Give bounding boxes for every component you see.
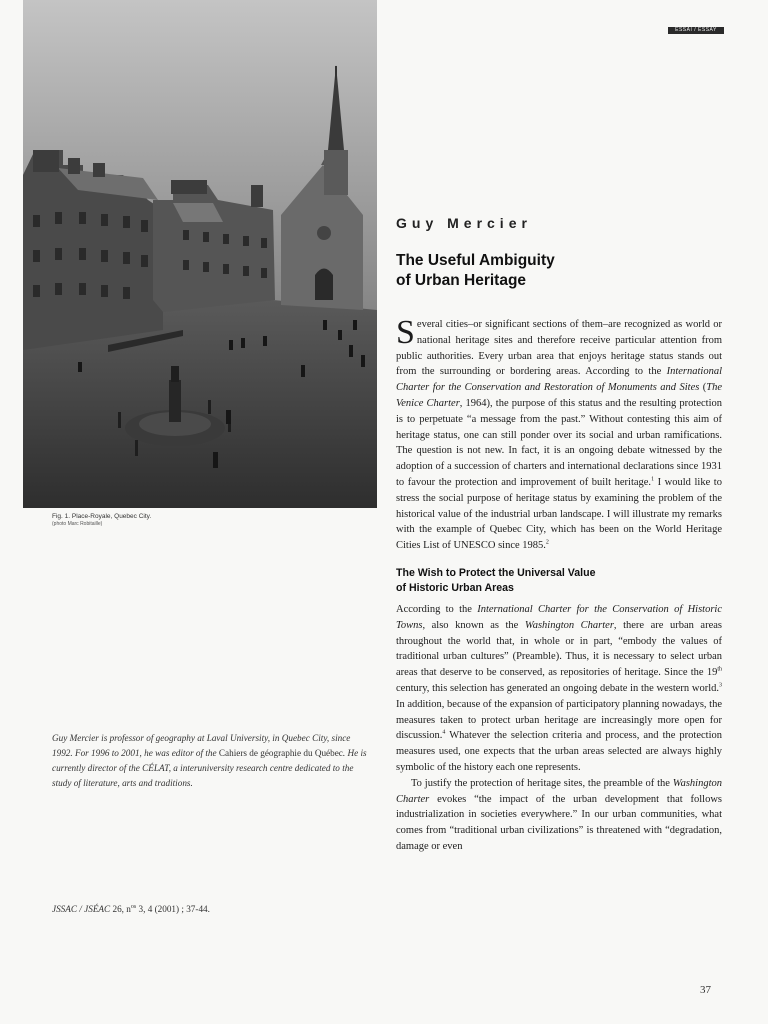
author-bio	[52, 731, 370, 791]
bio-journal: Cahiers de géographie du Québec	[218, 748, 343, 758]
p2-text-1: According to the	[396, 603, 478, 615]
footnote-ref-4: 4	[442, 729, 446, 736]
article-title	[396, 251, 726, 291]
footnote-ref-1: 1	[651, 476, 655, 483]
p2-italic-1: International Charter for the Conservation of Historic Towns	[396, 603, 722, 631]
photo-credit: (photo Marc Robitaille)	[52, 521, 103, 527]
citation-details: 26, n	[110, 904, 131, 914]
p3-italic-1: Washington Charter	[396, 777, 722, 805]
p1-italic-2: The Venice Charter	[396, 382, 723, 409]
p2-text-4: century, this selection has generated an ongoing debate in the western world.	[396, 682, 719, 694]
figure-caption	[52, 512, 352, 528]
section-heading-line-2: of Historic Urban Areas	[396, 581, 514, 594]
p1-text-3: , 1964), the purpose of this status and the resulting protection is to perpetuate “a message from the past.” Without contesting this aim of heritage status, one can still ponder over its social and urban ramifications. The question is not new. In fact, it is an ongoing debate witnessed by the adoption of a succession of charters and international declarations since 1931 to favour the protection and improvement of built heritage.	[396, 397, 722, 488]
section-badge: ESSAI / ESSAY	[668, 27, 724, 34]
drop-cap: S	[396, 314, 415, 351]
p2-text-3: , there are urban areas throughout the world that, in whole or in part, “embody the values of traditional urban cultures” (Preamble). Thus, it is necessary to select urban areas that deserve to be conserved, as repositories of heritage. Since the 19	[396, 619, 723, 679]
citation-rest: 3, 4 (2001) ; 37-44.	[136, 904, 210, 914]
journal-citation	[52, 903, 352, 916]
author-name: Guy Mercier	[396, 215, 532, 231]
article-body	[396, 314, 723, 855]
section-heading-line-1: The Wish to Protect the Universal Value	[396, 566, 596, 579]
p2-ordinal: th	[717, 666, 722, 673]
title-line-1: The Useful Ambiguity	[396, 252, 555, 269]
footnote-ref-3: 3	[719, 682, 722, 689]
title-line-2: of Urban Heritage	[396, 272, 527, 289]
p1-italic-1: International Charter for the Conservation and Restoration of Monuments and Sites	[396, 366, 722, 394]
page-number: 37	[700, 984, 711, 996]
section-heading	[396, 566, 722, 596]
p2-text-6: Whatever the selection criteria and process, and the protection measures used, one expects that the urban areas selected are always highly symbolic of the history each one represents.	[396, 730, 722, 773]
place-royale-photo	[23, 0, 377, 508]
bio-text-1: Guy Mercier is professor of geography at Laval University, in Quebec City, since 1992. For 1996 to 2001, he was editor of the	[52, 733, 351, 758]
p3-text-2: evokes “the impact of the urban development that follows industrialization in societies everywhere.” In our urban communities, what comes from “traditional urban civilizations” is threatened with “degradation, damage or even	[396, 793, 722, 852]
citation-sup: os	[130, 903, 137, 910]
p1-text-2: (	[699, 382, 707, 394]
p2-text-5: In addition, because of the expansion of participatory planning nowadays, the measures taken to protect urban heritage are increasingly more open for discussion.	[396, 698, 722, 742]
paragraph-2	[396, 602, 722, 776]
paragraph-1	[396, 314, 723, 554]
citation-journals: JSSAC / JSÉAC	[52, 904, 111, 914]
bio-text-2: . He is currently director of the CÉLAT, a interuniversity research centre dedicated to the study of literature, arts and traditions.	[52, 748, 367, 788]
p2-text-2: , also known as the	[422, 619, 525, 631]
photo-illustration	[23, 0, 377, 508]
caption-text: Fig. 1. Place-Royale, Quebec City.	[52, 513, 152, 520]
footnote-ref-2: 2	[545, 539, 549, 546]
p1-text-1: everal cities–or significant sections of them–are recognized as world or national heritage sites and therefore receive particular attention from public authorities. Every urban area that enjoys heritage status stands out from the surrounding or bordering areas. According to the	[396, 319, 722, 378]
paragraph-3	[396, 776, 722, 855]
p2-italic-2: Washington Charter	[524, 619, 614, 631]
p3-text-1: To justify the protection of heritage sites, the preamble of the	[411, 777, 673, 789]
p1-text-4: I would like to stress the social purpose of heritage status by examining the problem of the historical value of the industrial urban landscape. I will illustrate my remarks with the example of Quebec City, which has been on the World Heritage Cities List of UNESCO since 1985.	[396, 476, 722, 552]
